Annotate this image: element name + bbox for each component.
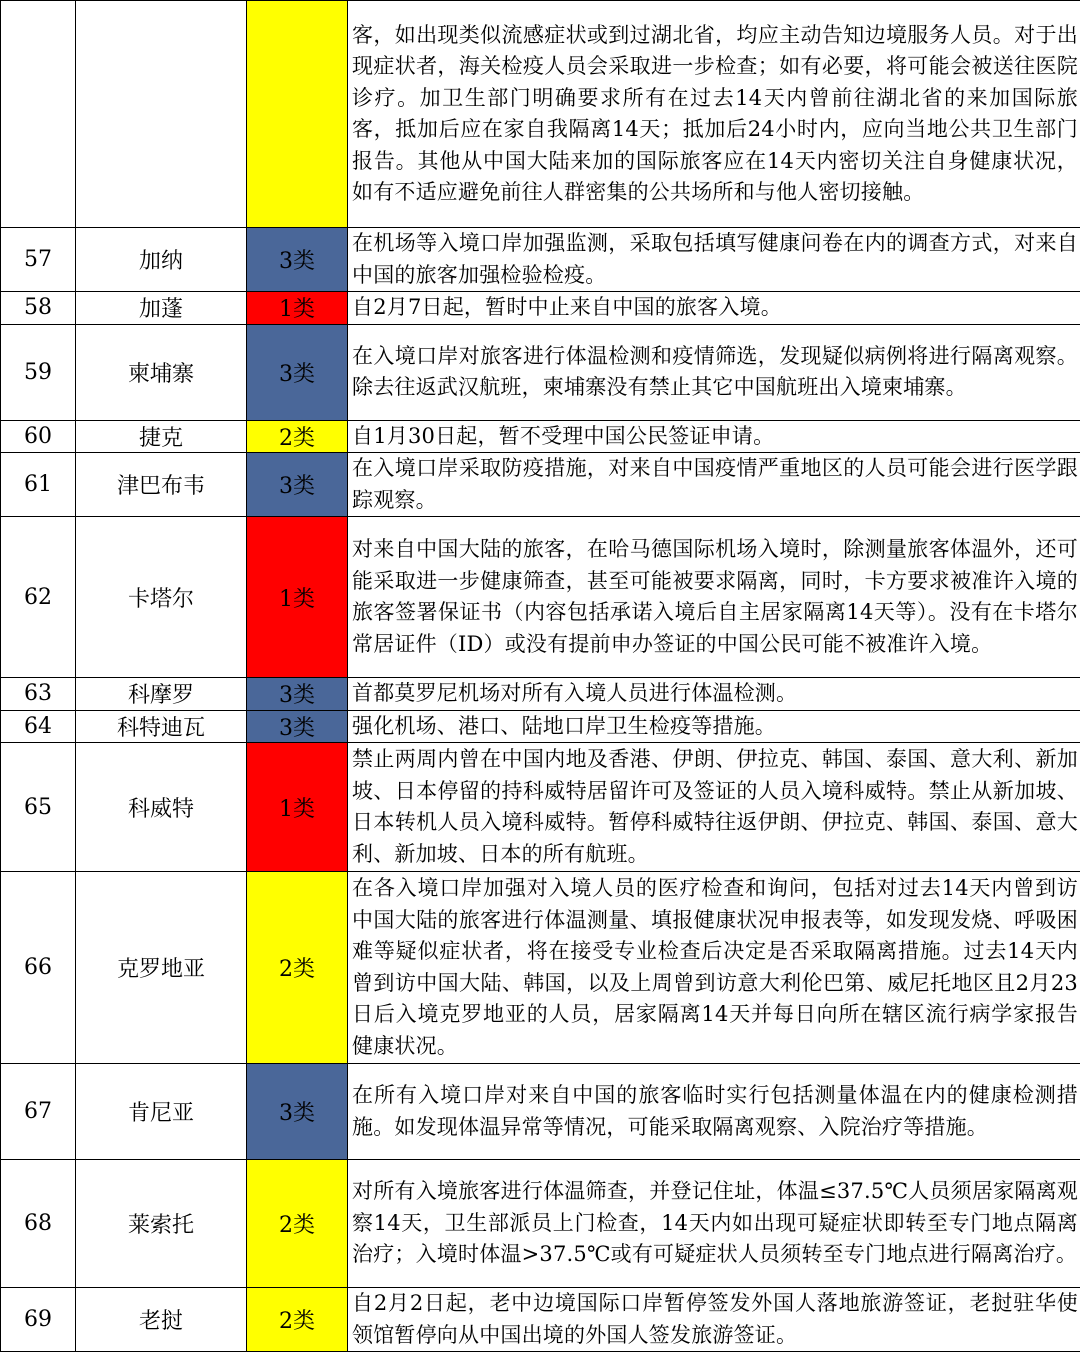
country-name [76, 1, 247, 228]
category-badge: 3类 [247, 678, 348, 711]
measure-description: 在各入境口岸加强对入境人员的医疗检查和询问，包括对过去14天内曾到访中国大陆的旅客进行体温测量、填报健康状况申报表等，如发现发烧、呼吸困难等疑似症状者，将在接受专业检查后决定是否采取隔离措施。过去14天内曾到访中国大陆、韩国，以及上周曾到访意大利伦巴第、威尼托地区且2月23日后入境克罗地亚的人员，居家隔离14天并每日向所在辖区流行病学家报告健康状况。 [348, 872, 1080, 1064]
row-number: 61 [1, 453, 76, 517]
row-number: 60 [1, 420, 76, 453]
row-number [1, 1, 76, 228]
category-badge: 3类 [247, 324, 348, 420]
row-number: 66 [1, 872, 76, 1064]
measure-description: 在入境口岸对旅客进行体温检测和疫情筛选，发现疑似病例将进行隔离观察。除去往返武汉航班，柬埔寨没有禁止其它中国航班出入境柬埔寨。 [348, 324, 1080, 420]
row-number: 63 [1, 678, 76, 711]
country-name: 捷克 [76, 420, 247, 453]
country-name: 老挝 [76, 1288, 247, 1352]
table-row [1, 228, 1080, 292]
measure-description: 禁止两周内曾在中国内地及香港、伊朗、伊拉克、韩国、泰国、意大利、新加坡、日本停留的持科威特居留许可及签证的人员入境科威特。禁止从新加坡、日本转机人员入境科威特。暂停科威特往返伊朗、伊拉克、韩国、泰国、意大利、新加坡、日本的所有航班。 [348, 743, 1080, 872]
measure-description: 对所有入境旅客进行体温筛查，并登记住址，体温≤37.5℃人员须居家隔离观察14天，卫生部派员上门检查，14天内如出现可疑症状即转至专门地点隔离治疗；入境时体温>37.5℃或有可疑症状人员须转至专门地点进行隔离治疗。 [348, 1160, 1080, 1288]
category-badge: 3类 [247, 1064, 348, 1160]
table-row [1, 678, 1080, 711]
measure-description: 自1月30日起，暂不受理中国公民签证申请。 [348, 420, 1080, 453]
table-row [1, 1064, 1080, 1160]
row-number: 64 [1, 710, 76, 743]
measure-description: 自2月2日起，老中边境国际口岸暂停签发外国人落地旅游签证，老挝驻华使领馆暂停向从中国出境的外国人签发旅游签证。 [348, 1288, 1080, 1352]
country-name: 科摩罗 [76, 678, 247, 711]
table-row [1, 324, 1080, 420]
table-row [1, 420, 1080, 453]
category-badge: 3类 [247, 710, 348, 743]
row-number: 68 [1, 1160, 76, 1288]
measure-description: 在所有入境口岸对来自中国的旅客临时实行包括测量体温在内的健康检测措施。如发现体温异常等情况，可能采取隔离观察、入院治疗等措施。 [348, 1064, 1080, 1160]
table-row [1, 517, 1080, 678]
table-row [1, 292, 1080, 325]
measure-description: 对来自中国大陆的旅客，在哈马德国际机场入境时，除测量旅客体温外，还可能采取进一步健康筛查，甚至可能被要求隔离，同时，卡方要求被准许入境的旅客签署保证书（内容包括承诺入境后自主居家隔离14天等）。没有在卡塔尔常居证件（ID）或没有提前申办签证的中国公民可能不被准许入境。 [348, 517, 1080, 678]
table-row [1, 1160, 1080, 1288]
country-name: 肯尼亚 [76, 1064, 247, 1160]
category-badge: 2类 [247, 1288, 348, 1352]
row-number: 59 [1, 324, 76, 420]
category-badge [247, 1, 348, 228]
table-row [1, 710, 1080, 743]
category-badge: 2类 [247, 872, 348, 1064]
measure-description: 自2月7日起，暂时中止来自中国的旅客入境。 [348, 292, 1080, 325]
row-number: 67 [1, 1064, 76, 1160]
table-row [1, 1, 1080, 228]
category-badge: 1类 [247, 743, 348, 872]
country-name: 科特迪瓦 [76, 710, 247, 743]
category-badge: 3类 [247, 453, 348, 517]
row-number: 57 [1, 228, 76, 292]
country-name: 克罗地亚 [76, 872, 247, 1064]
measure-description: 强化机场、港口、陆地口岸卫生检疫等措施。 [348, 710, 1080, 743]
row-number: 65 [1, 743, 76, 872]
category-badge: 2类 [247, 420, 348, 453]
table-body [1, 1, 1080, 1352]
measure-description: 首都莫罗尼机场对所有入境人员进行体温检测。 [348, 678, 1080, 711]
table-row [1, 743, 1080, 872]
category-badge: 1类 [247, 292, 348, 325]
row-number: 62 [1, 517, 76, 678]
table-row [1, 872, 1080, 1064]
category-badge: 2类 [247, 1160, 348, 1288]
country-name: 加蓬 [76, 292, 247, 325]
measure-description: 在机场等入境口岸加强监测，采取包括填写健康问卷在内的调查方式，对来自中国的旅客加强检验检疫。 [348, 228, 1080, 292]
category-badge: 3类 [247, 228, 348, 292]
measure-description: 客，如出现类似流感症状或到过湖北省，均应主动告知边境服务人员。对于出现症状者，海关检疫人员会采取进一步检查；如有必要，将可能会被送往医院诊疗。加卫生部门明确要求所有在过去14天内曾前往湖北省的来加国际旅客，抵加后应在家自我隔离14天；抵加后24小时内，应向当地公共卫生部门报告。其他从中国大陆来加的国际旅客应在14天内密切关注自身健康状况，如有不适应避免前往人群密集的公共场所和与他人密切接触。 [348, 1, 1080, 228]
country-name: 卡塔尔 [76, 517, 247, 678]
country-name: 津巴布韦 [76, 453, 247, 517]
country-name: 柬埔寨 [76, 324, 247, 420]
table-row [1, 453, 1080, 517]
country-name: 科威特 [76, 743, 247, 872]
category-badge: 1类 [247, 517, 348, 678]
measure-description: 在入境口岸采取防疫措施，对来自中国疫情严重地区的人员可能会进行医学跟踪观察。 [348, 453, 1080, 517]
row-number: 69 [1, 1288, 76, 1352]
table-row [1, 1288, 1080, 1352]
country-name: 莱索托 [76, 1160, 247, 1288]
country-name: 加纳 [76, 228, 247, 292]
row-number: 58 [1, 292, 76, 325]
